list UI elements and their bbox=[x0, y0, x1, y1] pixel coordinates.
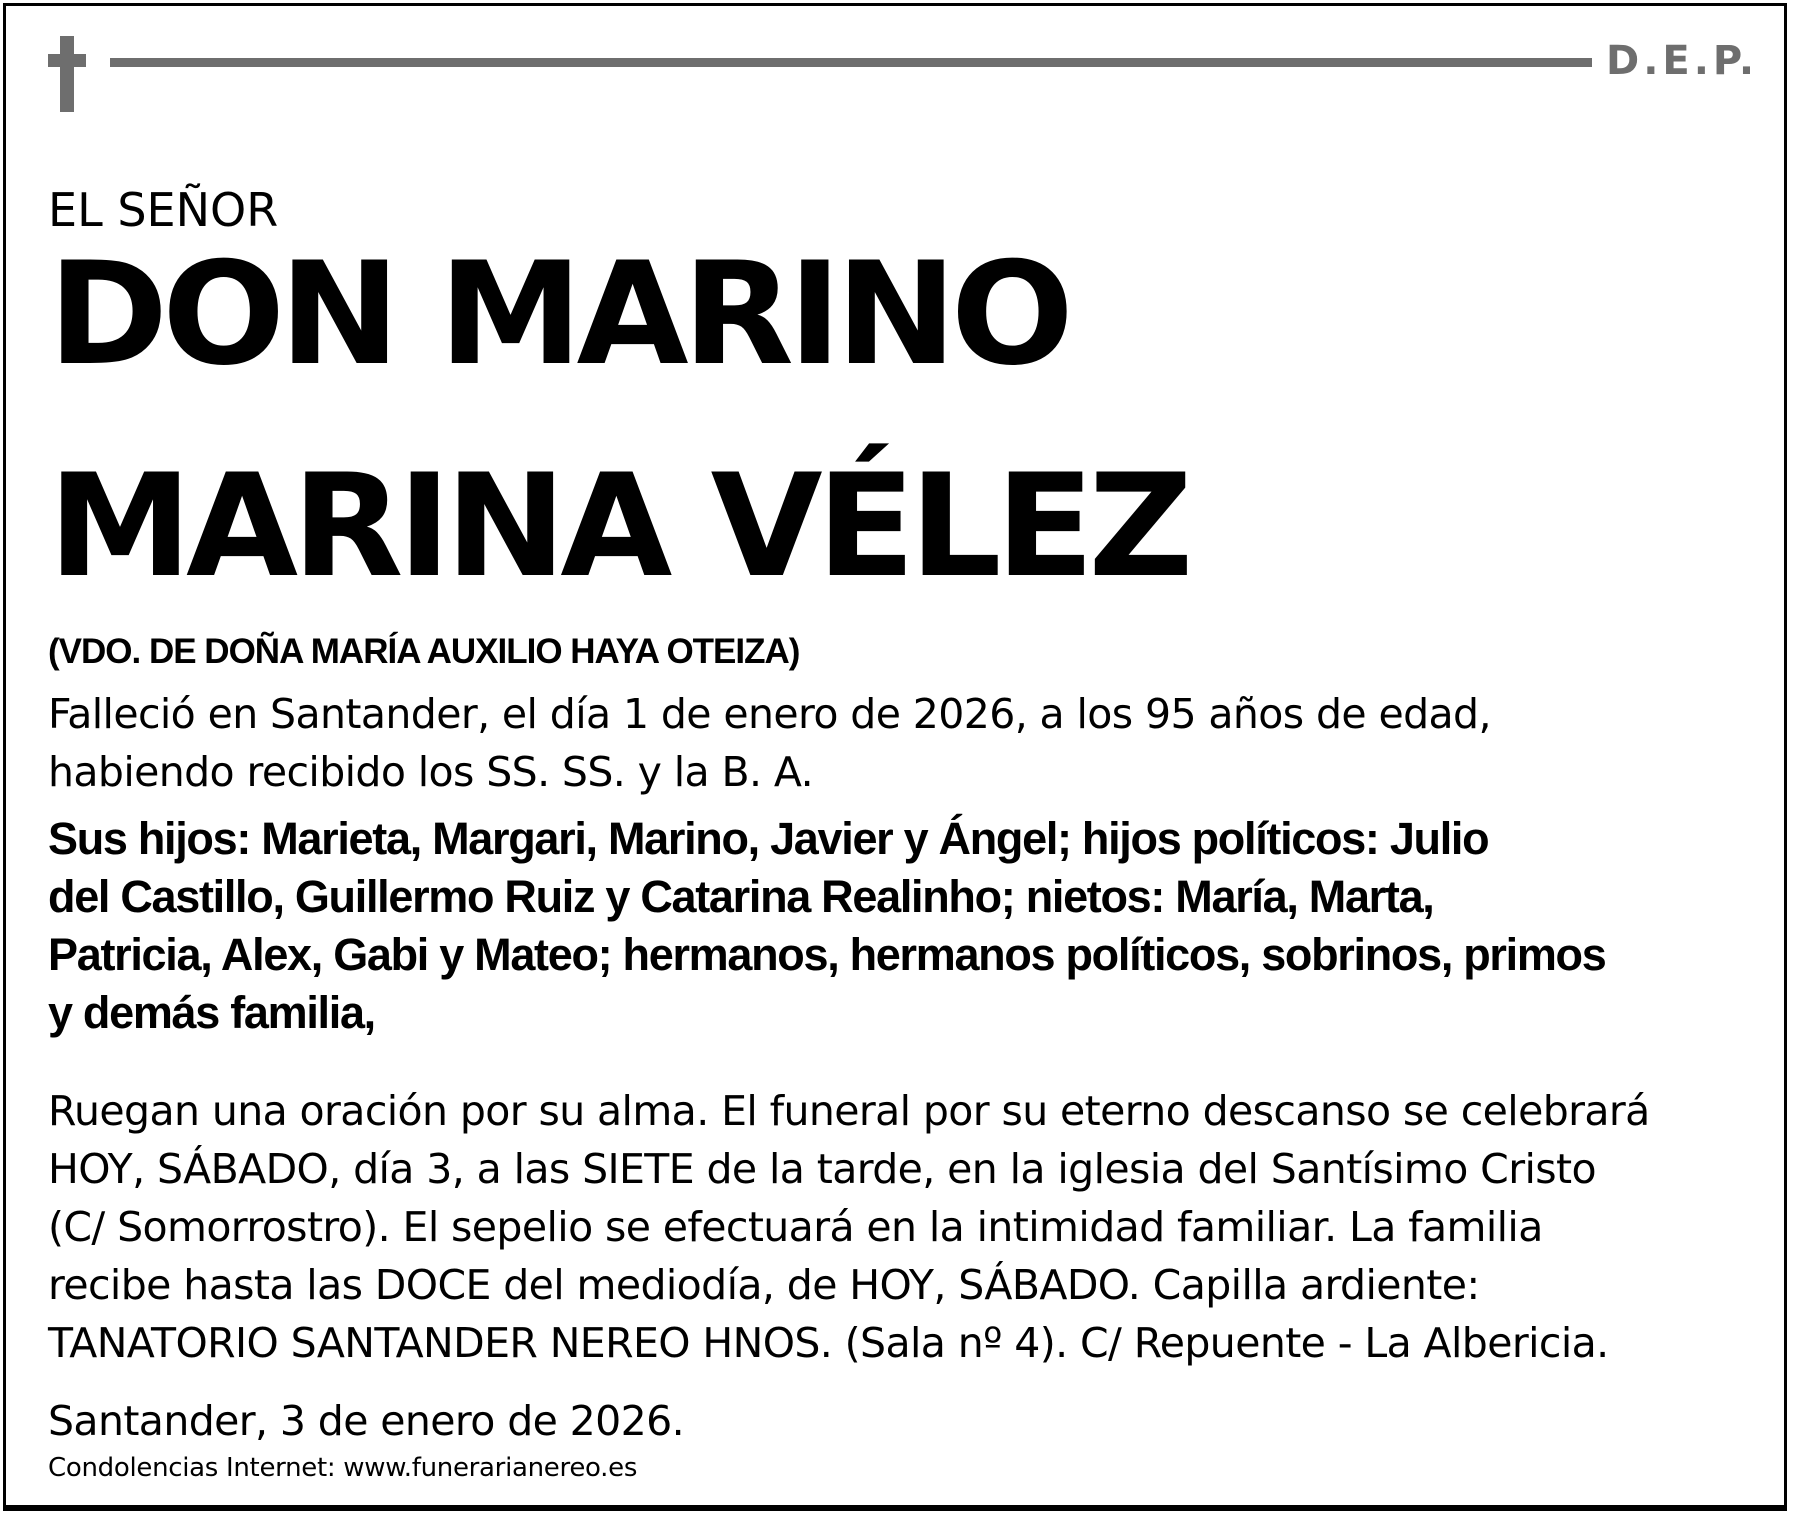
place-date: Santander, 3 de enero de 2026. bbox=[48, 1397, 685, 1445]
death-line: Falleció en Santander, el día 1 de enero de 2026, a los 95 años de edad, bbox=[48, 690, 1491, 738]
header-rule bbox=[110, 58, 1592, 67]
dep-label: D.E.P. bbox=[1606, 38, 1759, 84]
deceased-name-line-1: DON MARINO bbox=[48, 232, 1068, 397]
funeral-line: (C/ Somorrostro). El sepelio se efectuará en la intimidad familiar. La familia bbox=[48, 1203, 1543, 1251]
death-paragraph bbox=[48, 685, 1491, 801]
obituary-header bbox=[46, 36, 1759, 116]
widow-of: (VDO. DE DOÑA MARÍA AUXILIO HAYA OTEIZA) bbox=[48, 632, 800, 671]
family-paragraph bbox=[48, 810, 1605, 1042]
family-line: y demás familia, bbox=[48, 987, 375, 1038]
honorific: EL SEÑOR bbox=[48, 183, 279, 237]
deceased-name-line-2: MARINA VÉLEZ bbox=[48, 444, 1188, 609]
family-line: del Castillo, Guillermo Ruiz y Catarina Realinho; nietos: María, Marta, bbox=[48, 871, 1434, 922]
cross-icon bbox=[48, 36, 86, 112]
funeral-line: Ruegan una oración por su alma. El funeral por su eterno descanso se celebrará bbox=[48, 1087, 1650, 1135]
funeral-line: recibe hasta las DOCE del mediodía, de HOY, SÁBADO. Capilla ardiente: bbox=[48, 1261, 1480, 1309]
family-line: Patricia, Alex, Gabi y Mateo; hermanos, hermanos políticos, sobrinos, primos bbox=[48, 929, 1606, 980]
funeral-line: HOY, SÁBADO, día 3, a las SIETE de la tarde, en la iglesia del Santísimo Cristo bbox=[48, 1145, 1596, 1193]
funeral-line: TANATORIO SANTANDER NEREO HNOS. (Sala nº 4). C/ Repuente - La Albericia. bbox=[48, 1319, 1609, 1367]
death-line: habiendo recibido los SS. SS. y la B. A. bbox=[48, 748, 814, 796]
condolences-line: Condolencias Internet: www.funerarianereo.es bbox=[48, 1453, 638, 1483]
family-line: Sus hijos: Marieta, Margari, Marino, Javier y Ángel; hijos políticos: Julio bbox=[48, 813, 1489, 864]
funeral-paragraph bbox=[48, 1082, 1650, 1372]
